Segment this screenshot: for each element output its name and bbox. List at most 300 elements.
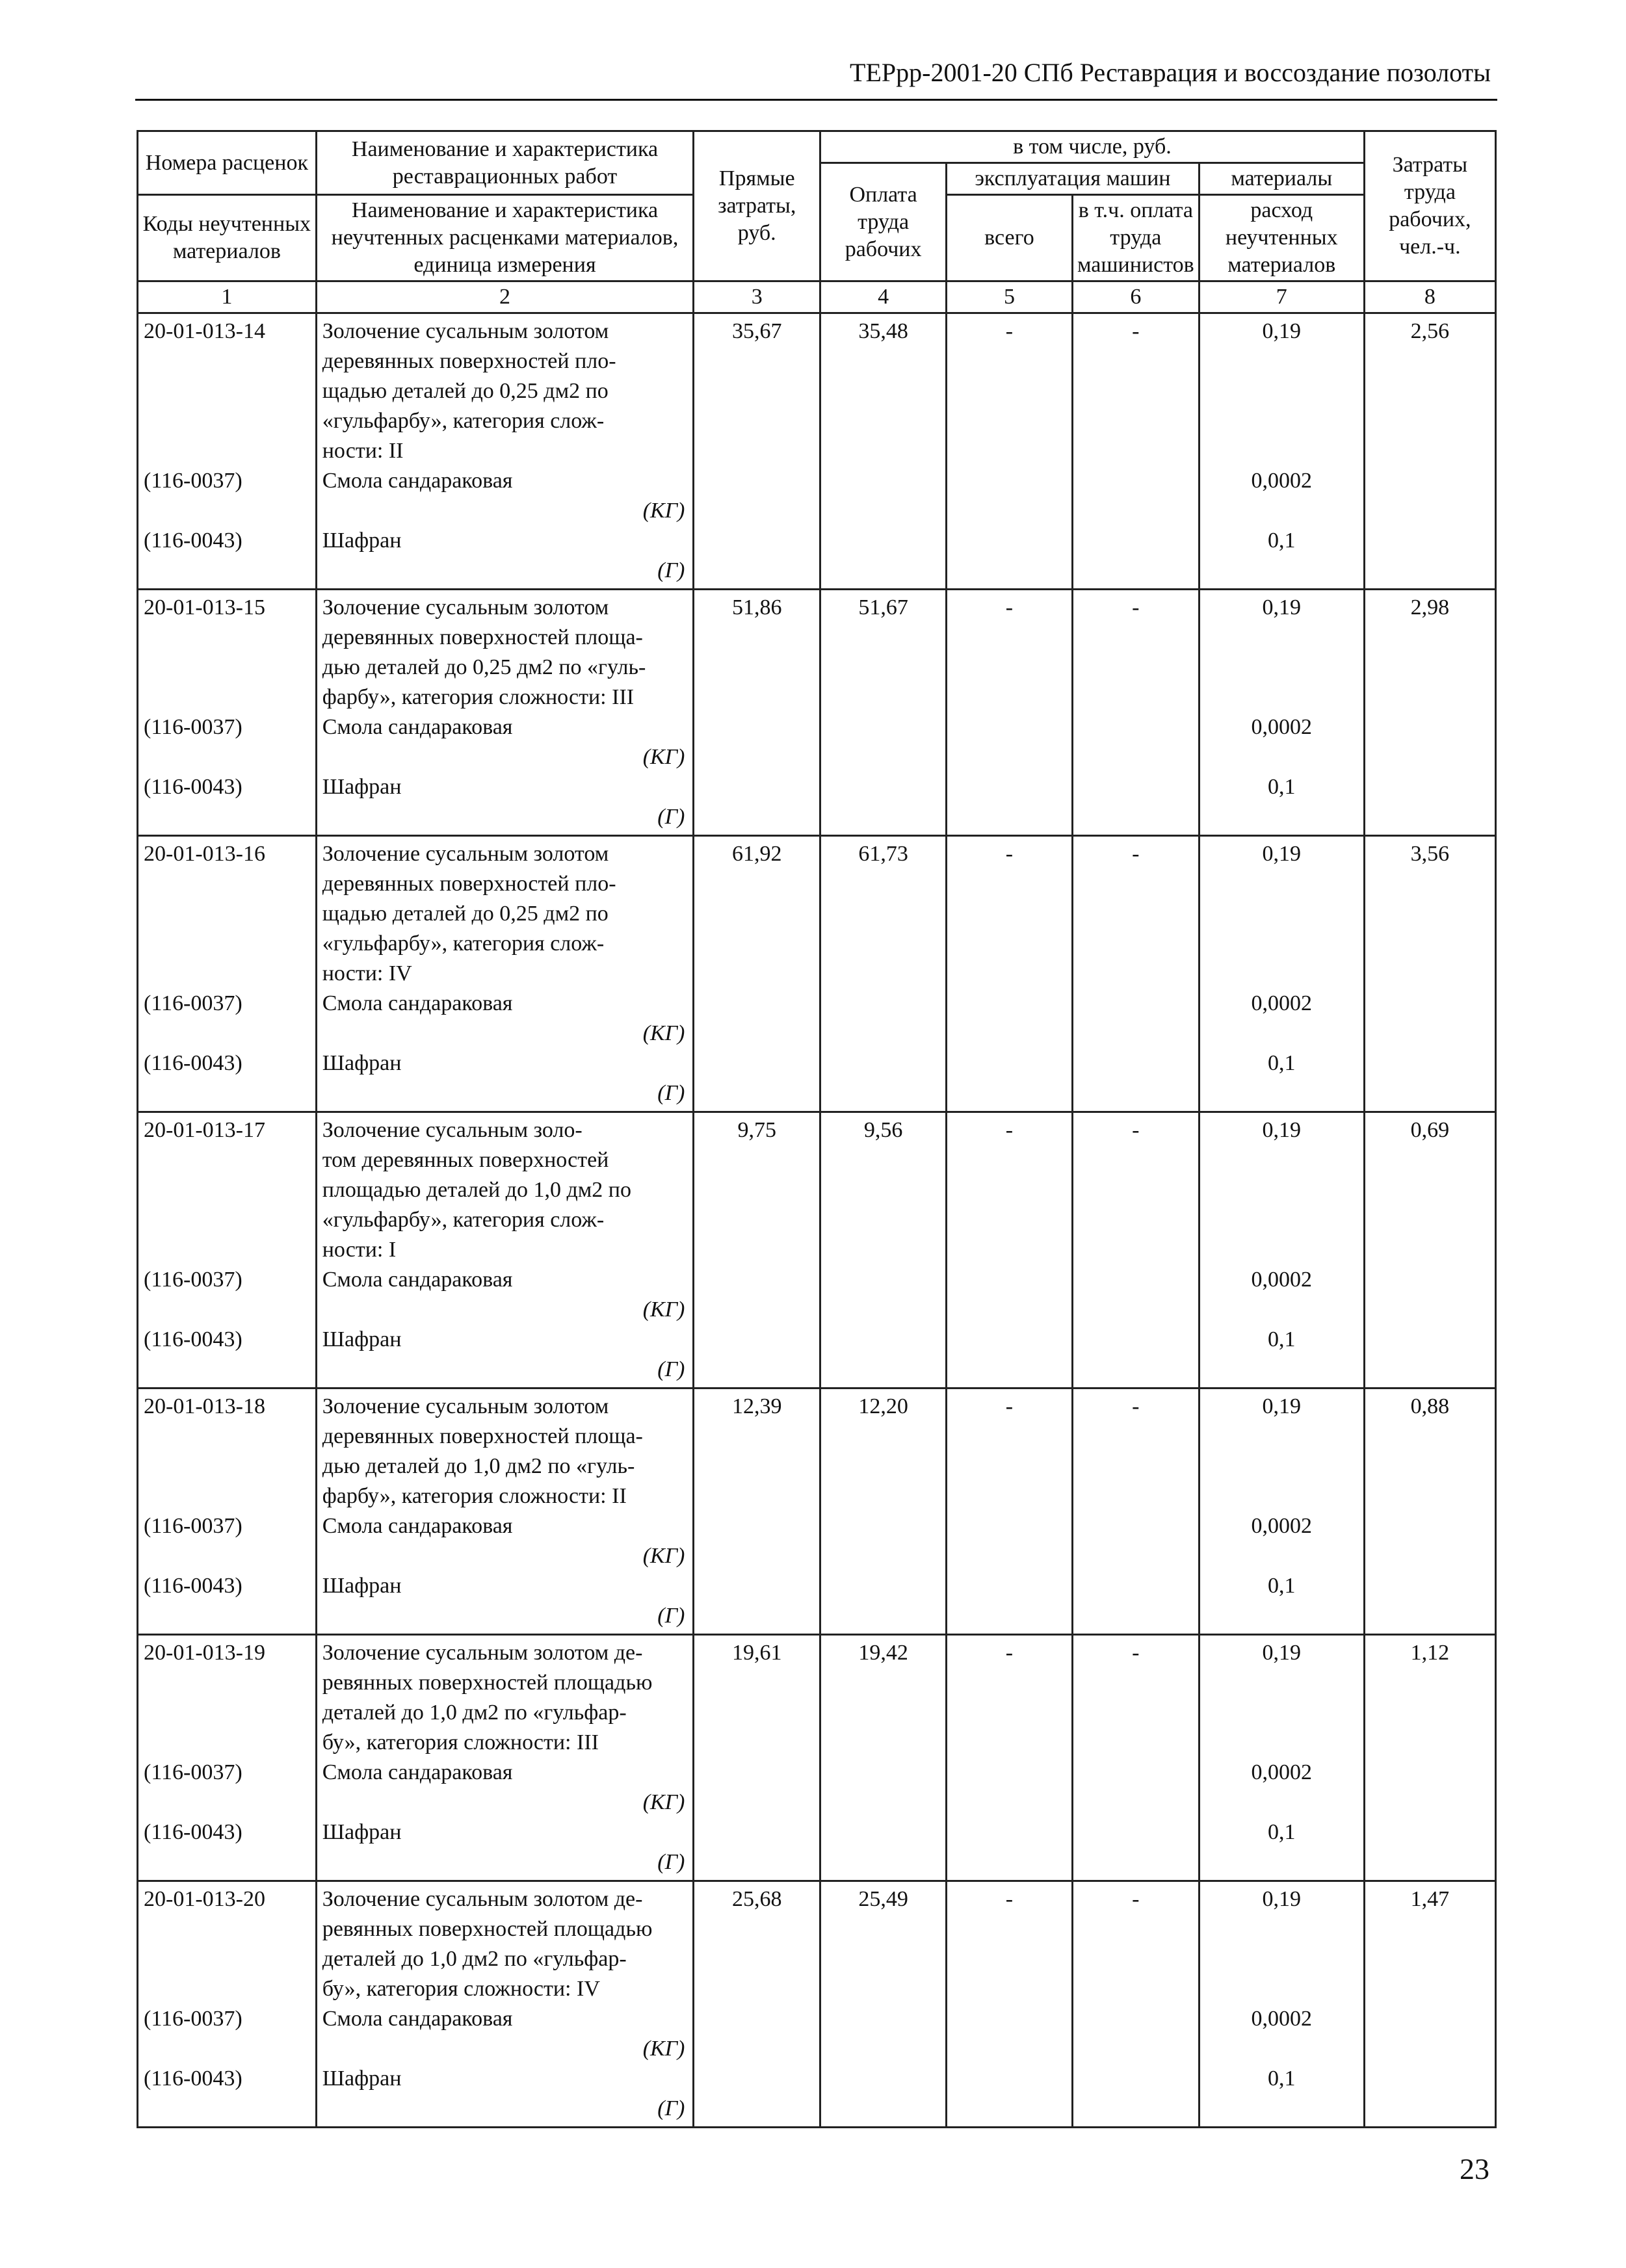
- material-quantity: 0,1: [1268, 1327, 1296, 1351]
- spacer: [1205, 959, 1358, 989]
- spacer: [144, 1974, 310, 2004]
- rate-code-cell: [138, 1112, 317, 1388]
- material-code: (116-0037): [144, 469, 243, 493]
- table-row: [138, 1881, 1496, 2128]
- material-code: (116-0037): [144, 1268, 243, 1292]
- labor-pay-value: 19,42: [858, 1641, 908, 1665]
- rate-code-cell: [138, 313, 317, 590]
- rate-number: 20-01-013-19: [144, 1641, 265, 1665]
- work-description-cell: [316, 1112, 694, 1388]
- direct-costs-value: 12,39: [731, 1394, 782, 1418]
- description-line: площадью деталей до 1,0 дм2 по: [322, 1178, 631, 1202]
- material-name: Смола сандараковая: [322, 715, 513, 739]
- spacer: [144, 869, 310, 899]
- description-line: ности: IV: [322, 961, 412, 985]
- labor-pay-value: 25,49: [858, 1887, 908, 1911]
- description-line: «гульфарбу», категория слож-: [322, 932, 605, 956]
- rates-table: [137, 130, 1497, 2128]
- machines-total-value: -: [1005, 842, 1014, 866]
- machines-total-value: -: [1005, 595, 1014, 619]
- labor-pay-value: 12,20: [858, 1394, 908, 1418]
- header-labor-hours: [1364, 131, 1495, 281]
- column-number: 4: [820, 281, 947, 313]
- material-unit: (Г): [657, 1357, 685, 1381]
- spacer: [1205, 406, 1358, 436]
- material-code: (116-0043): [144, 1051, 243, 1075]
- description-line: ревянных поверхностей площадью: [322, 1917, 653, 1941]
- description-line: деталей до 1,0 дм2 по «гульфар-: [322, 1947, 627, 1971]
- materials-value: 0,19: [1262, 1394, 1302, 1418]
- machines-total-cell: [947, 1635, 1073, 1881]
- header-rate-number: [138, 131, 317, 195]
- material-quantity: 0,0002: [1251, 1760, 1313, 1784]
- header-machines-label: эксплуатация машин: [975, 166, 1171, 190]
- spacer: [144, 1601, 310, 1631]
- spacer: [1205, 436, 1358, 466]
- labor-hours-cell: [1364, 1881, 1495, 2128]
- description-line: щадью деталей до 0,25 дм2 по: [322, 379, 609, 403]
- spacer: [144, 346, 310, 376]
- column-number: 8: [1364, 281, 1495, 313]
- work-description-cell: [316, 836, 694, 1112]
- spacer: [1205, 556, 1358, 586]
- column-number: 1: [138, 281, 317, 313]
- spacer: [1205, 1914, 1358, 1944]
- material-name: Смола сандараковая: [322, 1514, 513, 1538]
- description-line: том деревянных поверхностей: [322, 1148, 609, 1172]
- labor-hours-cell: [1364, 1388, 1495, 1635]
- material-code: (116-0037): [144, 715, 243, 739]
- spacer: [144, 1355, 310, 1385]
- description-line: «гульфарбу», категория слож-: [322, 409, 605, 433]
- labor-pay-cell: [820, 836, 947, 1112]
- spacer: [144, 1481, 310, 1511]
- material-quantity: 0,0002: [1251, 1514, 1313, 1538]
- machinists-pay-cell: [1072, 1881, 1199, 2128]
- description-line: ревянных поверхностей площадью: [322, 1671, 653, 1695]
- work-description-cell: [316, 1881, 694, 2128]
- rate-number: 20-01-013-14: [144, 319, 265, 343]
- machinists-pay-value: -: [1132, 842, 1140, 866]
- header-machinists-pay-label: в т.ч. оплата труда машинистов: [1077, 198, 1194, 277]
- spacer: [1205, 1788, 1358, 1818]
- machinists-pay-value: -: [1132, 595, 1140, 619]
- labor-pay-value: 61,73: [858, 842, 908, 866]
- header-materials-group: [1199, 163, 1364, 195]
- description-line: Золочение сусальным золотом де-: [322, 1641, 643, 1665]
- materials-cell: [1199, 1388, 1364, 1635]
- material-name: Шафран: [322, 1574, 402, 1598]
- rate-number: 20-01-013-18: [144, 1394, 265, 1418]
- description-line: Золочение сусальным золотом: [322, 319, 609, 343]
- direct-costs-cell: [694, 1635, 820, 1881]
- material-unit: (Г): [657, 558, 685, 582]
- material-name: Шафран: [322, 1327, 402, 1351]
- spacer: [144, 1452, 310, 1481]
- table-row: [138, 1388, 1496, 1635]
- material-name: Шафран: [322, 1820, 402, 1844]
- description-line: дью деталей до 0,25 дм2 по «гуль-: [322, 655, 646, 679]
- direct-costs-value: 9,75: [737, 1118, 776, 1142]
- work-description-cell: [316, 590, 694, 836]
- description-line: деревянных поверхностей площа-: [322, 1424, 643, 1448]
- spacer: [144, 802, 310, 832]
- material-quantity: 0,1: [1268, 1051, 1296, 1075]
- material-quantity: 0,0002: [1251, 991, 1313, 1015]
- machines-total-cell: [947, 590, 1073, 836]
- spacer: [1205, 742, 1358, 772]
- description-line: дью деталей до 1,0 дм2 по «гуль-: [322, 1454, 635, 1478]
- table-row: [138, 1112, 1496, 1388]
- spacer: [1205, 623, 1358, 653]
- spacer: [1205, 1422, 1358, 1452]
- spacer: [144, 1019, 310, 1049]
- labor-pay-value: 35,48: [858, 319, 908, 343]
- column-number: 6: [1072, 281, 1199, 313]
- labor-hours-value: 0,88: [1410, 1394, 1450, 1418]
- spacer: [1205, 346, 1358, 376]
- table-row: [138, 1635, 1496, 1881]
- header-machinists-pay: [1072, 195, 1199, 281]
- materials-cell: [1199, 1881, 1364, 2128]
- header-material-codes: [138, 195, 317, 281]
- column-number: 2: [316, 281, 694, 313]
- rate-number: 20-01-013-16: [144, 842, 265, 866]
- material-code: (116-0037): [144, 2007, 243, 2031]
- column-numbers-row: [138, 281, 1496, 313]
- spacer: [1205, 802, 1358, 832]
- spacer: [144, 496, 310, 526]
- description-line: бу», категория сложности: III: [322, 1730, 599, 1754]
- rate-code-cell: [138, 836, 317, 1112]
- machinists-pay-cell: [1072, 313, 1199, 590]
- materials-value: 0,19: [1262, 1887, 1302, 1911]
- spacer: [144, 1422, 310, 1452]
- spacer: [1205, 683, 1358, 712]
- rate-code-cell: [138, 1388, 317, 1635]
- spacer: [144, 2094, 310, 2124]
- material-quantity: 0,0002: [1251, 1268, 1313, 1292]
- header-including-group: [820, 131, 1365, 163]
- page-title: ТЕРрр-2001-20 СПб Реставрация и воссоздание позолоты: [850, 58, 1491, 87]
- spacer: [144, 1914, 310, 1944]
- spacer: [144, 1295, 310, 1325]
- machinists-pay-value: -: [1132, 1118, 1140, 1142]
- spacer: [1205, 1698, 1358, 1728]
- rate-code-cell: [138, 1635, 317, 1881]
- spacer: [1205, 899, 1358, 929]
- header-unaccounted-materials-label: расход неучтенных материалов: [1225, 198, 1338, 277]
- spacer: [1205, 1355, 1358, 1385]
- description-line: деревянных поверхностей пло-: [322, 349, 616, 373]
- labor-pay-cell: [820, 590, 947, 836]
- spacer: [1205, 496, 1358, 526]
- table-row: [138, 590, 1496, 836]
- material-quantity: 0,1: [1268, 528, 1296, 553]
- spacer: [144, 1078, 310, 1108]
- material-unit: (Г): [657, 2096, 685, 2120]
- description-line: Золочение сусальным золотом: [322, 842, 609, 866]
- machinists-pay-value: -: [1132, 1887, 1140, 1911]
- spacer: [144, 959, 310, 989]
- labor-hours-cell: [1364, 836, 1495, 1112]
- material-name: Шафран: [322, 775, 402, 799]
- machines-total-value: -: [1005, 1641, 1014, 1665]
- machines-total-cell: [947, 1881, 1073, 2128]
- spacer: [1205, 1145, 1358, 1175]
- material-code: (116-0037): [144, 1760, 243, 1784]
- labor-hours-value: 2,98: [1410, 595, 1450, 619]
- material-quantity: 0,1: [1268, 1820, 1296, 1844]
- machines-total-cell: [947, 313, 1073, 590]
- labor-hours-value: 1,12: [1410, 1641, 1450, 1665]
- column-number: 3: [694, 281, 820, 313]
- description-line: деревянных поверхностей площа-: [322, 625, 643, 649]
- spacer: [1205, 1668, 1358, 1698]
- header-direct-costs: [694, 131, 820, 281]
- materials-value: 0,19: [1262, 319, 1302, 343]
- direct-costs-cell: [694, 1112, 820, 1388]
- description-line: деревянных поверхностей пло-: [322, 872, 616, 896]
- materials-cell: [1199, 1112, 1364, 1388]
- material-name: Смола сандараковая: [322, 2007, 513, 2031]
- machines-total-value: -: [1005, 1394, 1014, 1418]
- material-name: Смола сандараковая: [322, 1760, 513, 1784]
- column-number: 7: [1199, 281, 1364, 313]
- labor-pay-value: 51,67: [858, 595, 908, 619]
- materials-cell: [1199, 590, 1364, 836]
- rate-code-cell: [138, 1881, 317, 2128]
- spacer: [1205, 653, 1358, 683]
- description-line: бу», категория сложности: IV: [322, 1977, 600, 2001]
- material-unit: (Г): [657, 1850, 685, 1874]
- description-line: щадью деталей до 0,25 дм2 по: [322, 902, 609, 926]
- labor-hours-value: 0,69: [1410, 1118, 1450, 1142]
- rate-number: 20-01-013-20: [144, 1887, 265, 1911]
- material-unit: (КГ): [642, 1790, 685, 1814]
- header-labor-hours-label: Затраты труда рабочих, чел.-ч.: [1389, 153, 1471, 259]
- spacer: [144, 623, 310, 653]
- machines-total-value: -: [1005, 1887, 1014, 1911]
- material-code: (116-0043): [144, 2066, 243, 2091]
- spacer: [144, 436, 310, 466]
- spacer: [1205, 2094, 1358, 2124]
- spacer: [1205, 376, 1358, 406]
- spacer: [144, 899, 310, 929]
- direct-costs-cell: [694, 1388, 820, 1635]
- direct-costs-value: 35,67: [731, 319, 782, 343]
- header-direct-costs-label: Прямые затраты, руб.: [718, 166, 796, 245]
- spacer: [1205, 1295, 1358, 1325]
- machinists-pay-cell: [1072, 1635, 1199, 1881]
- spacer: [1205, 1601, 1358, 1631]
- material-name: Смола сандараковая: [322, 1268, 513, 1292]
- material-name: Смола сандараковая: [322, 991, 513, 1015]
- rate-number: 20-01-013-17: [144, 1118, 265, 1142]
- material-name: Смола сандараковая: [322, 469, 513, 493]
- labor-hours-cell: [1364, 1635, 1495, 1881]
- description-line: Золочение сусальным золотом: [322, 595, 609, 619]
- header-work-name-label: Наименование и характеристика реставрационных работ: [351, 137, 659, 189]
- machinists-pay-cell: [1072, 1388, 1199, 1635]
- machines-total-value: -: [1005, 319, 1014, 343]
- spacer: [144, 376, 310, 406]
- material-quantity: 0,1: [1268, 2066, 1296, 2091]
- direct-costs-cell: [694, 313, 820, 590]
- material-unit: (КГ): [642, 1297, 685, 1322]
- material-code: (116-0043): [144, 1327, 243, 1351]
- spacer: [1205, 1847, 1358, 1877]
- spacer: [144, 1541, 310, 1571]
- direct-costs-value: 19,61: [731, 1641, 782, 1665]
- spacer: [144, 1205, 310, 1235]
- spacer: [1205, 1235, 1358, 1265]
- spacer: [144, 1175, 310, 1205]
- spacer: [1205, 2034, 1358, 2064]
- labor-hours-value: 2,56: [1410, 319, 1450, 343]
- material-quantity: 0,0002: [1251, 469, 1313, 493]
- description-line: Золочение сусальным золотом: [322, 1394, 609, 1418]
- labor-pay-cell: [820, 313, 947, 590]
- spacer: [1205, 1974, 1358, 2004]
- material-unit: (КГ): [642, 1544, 685, 1568]
- machinists-pay-cell: [1072, 1112, 1199, 1388]
- spacer: [144, 1944, 310, 1974]
- machines-total-value: -: [1005, 1118, 1014, 1142]
- material-code: (116-0043): [144, 528, 243, 553]
- work-description-cell: [316, 1388, 694, 1635]
- direct-costs-cell: [694, 1881, 820, 2128]
- material-unit: (КГ): [642, 2037, 685, 2061]
- material-name: Шафран: [322, 528, 402, 553]
- spacer: [144, 1698, 310, 1728]
- description-line: «гульфарбу», категория слож-: [322, 1208, 605, 1232]
- rate-code-cell: [138, 590, 317, 836]
- column-number: 5: [947, 281, 1073, 313]
- spacer: [1205, 929, 1358, 959]
- spacer: [1205, 1175, 1358, 1205]
- labor-pay-cell: [820, 1112, 947, 1388]
- spacer: [1205, 1452, 1358, 1481]
- material-code: (116-0043): [144, 775, 243, 799]
- table-body: [138, 313, 1496, 2128]
- rate-number: 20-01-013-15: [144, 595, 265, 619]
- spacer: [1205, 1944, 1358, 1974]
- spacer: [144, 929, 310, 959]
- materials-value: 0,19: [1262, 842, 1302, 866]
- materials-value: 0,19: [1262, 595, 1302, 619]
- labor-pay-cell: [820, 1388, 947, 1635]
- direct-costs-cell: [694, 836, 820, 1112]
- material-unit: (Г): [657, 805, 685, 829]
- header-machines-total-label: всего: [984, 226, 1034, 250]
- description-line: фарбу», категория сложности: II: [322, 1484, 627, 1508]
- header-material-names: [316, 195, 694, 281]
- machinists-pay-cell: [1072, 590, 1199, 836]
- material-code: (116-0037): [144, 1514, 243, 1538]
- material-name: Шафран: [322, 2066, 402, 2091]
- labor-hours-cell: [1364, 590, 1495, 836]
- spacer: [144, 1145, 310, 1175]
- header-material-codes-label: Коды неучтенных материалов: [142, 212, 311, 263]
- material-unit: (КГ): [642, 1021, 685, 1045]
- materials-value: 0,19: [1262, 1118, 1302, 1142]
- table-row: [138, 313, 1496, 590]
- labor-hours-cell: [1364, 313, 1495, 590]
- spacer: [144, 683, 310, 712]
- materials-cell: [1199, 313, 1364, 590]
- spacer: [1205, 1078, 1358, 1108]
- labor-hours-value: 1,47: [1410, 1887, 1450, 1911]
- header-labor-pay-label: Оплата труда рабочих: [845, 182, 922, 261]
- spacer: [144, 742, 310, 772]
- material-code: (116-0037): [144, 991, 243, 1015]
- header-labor-pay: [820, 163, 947, 281]
- work-description-cell: [316, 313, 694, 590]
- table-header: [138, 131, 1496, 313]
- machinists-pay-value: -: [1132, 1394, 1140, 1418]
- labor-pay-value: 9,56: [863, 1118, 903, 1142]
- material-name: Шафран: [322, 1051, 402, 1075]
- spacer: [144, 1668, 310, 1698]
- material-code: (116-0043): [144, 1574, 243, 1598]
- materials-value: 0,19: [1262, 1641, 1302, 1665]
- material-unit: (Г): [657, 1604, 685, 1628]
- header-rate-number-label: Номера расценок: [145, 150, 308, 175]
- machines-total-cell: [947, 836, 1073, 1112]
- material-code: (116-0043): [144, 1820, 243, 1844]
- material-unit: (Г): [657, 1081, 685, 1105]
- direct-costs-value: 51,86: [731, 595, 782, 619]
- machines-total-cell: [947, 1388, 1073, 1635]
- header-unaccounted-materials: [1199, 195, 1364, 281]
- description-line: Золочение сусальным золотом де-: [322, 1887, 643, 1911]
- machines-total-cell: [947, 1112, 1073, 1388]
- header-machines-total: [947, 195, 1073, 281]
- spacer: [144, 556, 310, 586]
- labor-pay-cell: [820, 1635, 947, 1881]
- table-row: [138, 836, 1496, 1112]
- direct-costs-cell: [694, 590, 820, 836]
- header-work-name: [316, 131, 694, 195]
- material-unit: (КГ): [642, 745, 685, 769]
- material-quantity: 0,1: [1268, 1574, 1296, 1598]
- spacer: [144, 1235, 310, 1265]
- description-line: ности: I: [322, 1238, 397, 1262]
- spacer: [144, 2034, 310, 2064]
- spacer: [1205, 1728, 1358, 1758]
- spacer: [144, 1847, 310, 1877]
- header-divider: [135, 99, 1497, 101]
- page-number: 23: [1460, 2152, 1489, 2185]
- description-line: Золочение сусальным золо-: [322, 1118, 583, 1142]
- work-description-cell: [316, 1635, 694, 1881]
- material-quantity: 0,0002: [1251, 715, 1313, 739]
- material-unit: (КГ): [642, 499, 685, 523]
- spacer: [1205, 869, 1358, 899]
- description-line: фарбу», категория сложности: III: [322, 685, 635, 709]
- machinists-pay-cell: [1072, 836, 1199, 1112]
- materials-cell: [1199, 1635, 1364, 1881]
- description-line: ности: II: [322, 439, 404, 463]
- machinists-pay-value: -: [1132, 319, 1140, 343]
- description-line: деталей до 1,0 дм2 по «гульфар-: [322, 1701, 627, 1725]
- machinists-pay-value: -: [1132, 1641, 1140, 1665]
- header-including-label: в том числе, руб.: [1013, 135, 1172, 159]
- header-material-names-label: Наименование и характеристика неучтенных расценками материалов, единица измерения: [331, 198, 679, 277]
- spacer: [144, 653, 310, 683]
- spacer: [144, 406, 310, 436]
